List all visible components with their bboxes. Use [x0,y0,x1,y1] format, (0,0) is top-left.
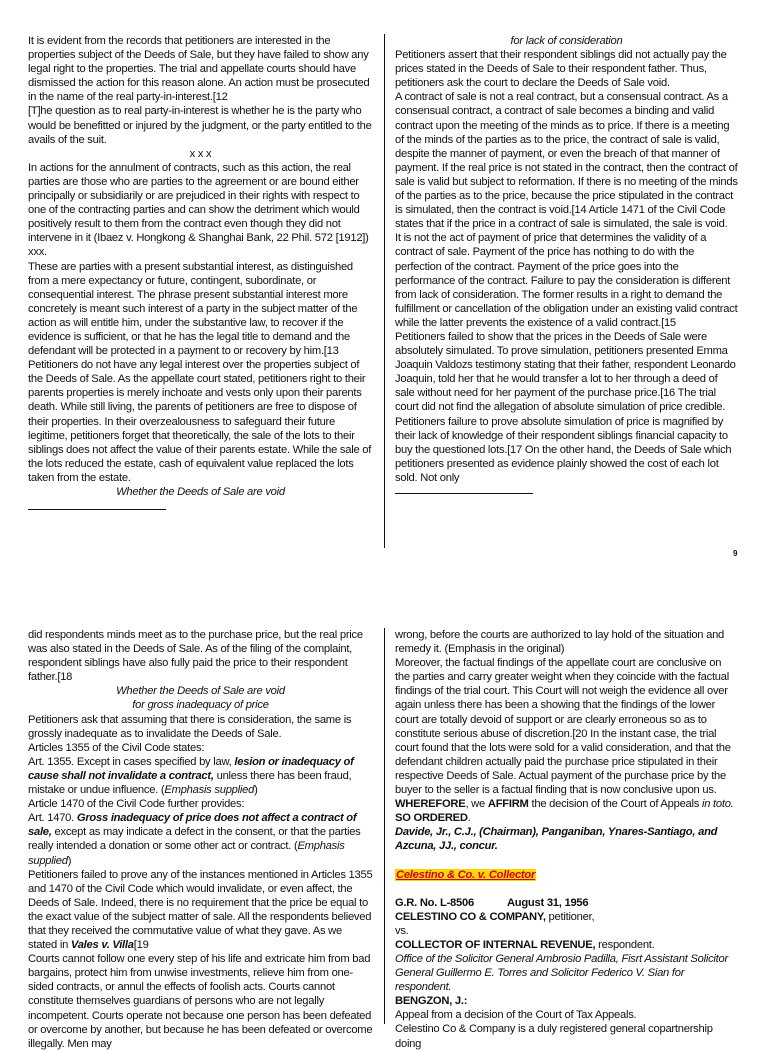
article-1470-quote [28,811,373,867]
page1-right-column [395,34,738,494]
counsel: Office of the Solicitor General Ambrosio Padilla, Fisrt Assistant Solicitor General Guillermo E. Torres and Solicitor Federico V. Sian for respondent. [395,952,728,994]
section-heading: Whether the Deeds of Sale are void [116,685,285,698]
text-run: unless there has been fraud, mistake or undue influence. ( [28,769,352,797]
section-heading: for gross inadequacy of price [132,699,269,712]
section-heading: for lack of consideration [510,35,623,47]
ellipsis-marker: x x x [189,147,212,160]
paragraph: These are parties with a present substantial interest, as distinguished from a mere expectancy or future, contingent, subordinate, or consequential interest. The phrase present substantial interest more concretely is meant such interest of a party in the subject matter of the action as will entitle him, under the substantive law, to recover if the evidence is sufficient, or that he has the legal title to demand and the defendant will be protected in a payment to or recovery by him.[13 [28,260,358,358]
text-run: ) [67,854,72,867]
gr-number: G.R. No. L-8506 [395,896,474,909]
paragraph: did respondents minds meet as to the purchase price, but the real price was also stated in the Deeds of Sale. As of the filing of the complaint, respondent siblings have also fully paid the price to their respondent father.[18 [28,629,363,684]
page2-right-column [395,628,738,1051]
versus: vs. [395,924,409,937]
paragraph: Celestino Co & Company is a duly registered general copartnership doing [395,1023,713,1050]
case-number-line [395,896,738,910]
text-run: AFFIRM [487,798,529,811]
emphasis-text: Gross inadequacy of price does not affect a contract of sale, [28,812,357,839]
section-heading: Whether the Deeds of Sale are void [116,486,285,498]
party-role: petitioner, [545,910,595,923]
paragraph: Appeal from a decision of the Court of Tax Appeals. [395,1009,637,1022]
footnote-rule [395,493,533,494]
italic-text: Emphasis supplied [164,784,255,797]
text-run: WHEREFORE [395,798,466,811]
party-role: respondent. [595,938,655,951]
concurrence: Davide, Jr., C.J., (Chairman), Panganiban, Ynares-Santiago, and Azcuna, JJ., concur. [395,826,718,853]
italic-text: Emphasis supplied [28,840,345,867]
paragraph: wrong, before the courts are authorized to lay hold of the situation and remedy it. (Emphasis in the original) [395,629,725,656]
text-run: in toto. [701,798,734,811]
page1-left-column [28,34,373,510]
case-citation: Vales v. Villa [70,939,134,952]
paragraph: Petitioners failed to show that the prices in the Deeds of Sale were absolutely simulated. To prove simulation, petitioners presented Emma Joaquin Valdozs testimony stating that their father, respondent Leonardo Joaquin, told her that he would transfer a lot to her through a deed of sale without need for her payment of the purchase price.[16 The trial court did not find the allegation of absolute simulation of price credible. Petitioners failure to prove absolute simulation of price is magnified by their lack of knowledge of their respondent siblings financial capacity to buy the questioned lots.[17 On the other hand, the Deeds of Sale which petitioners presented as evidence plainly showed the cost of each lot sold. Not only [395,330,736,484]
page2-left-column [28,628,373,1051]
paragraph: [T]he question as to real party-in-interest is whether he is the party who would be benefitted or injured by the judgment, or the party entitled to the avails of the suit. [28,105,372,146]
case-date: August 31, 1956 [506,896,589,909]
article-1355-quote [28,755,373,797]
text-run: Art. 1470. [28,812,77,825]
text-run: except as may indicate a defect in the consent, or that the parties really intended a donation or some other act or contract. ( [28,826,361,853]
party-name: CELESTINO CO & COMPANY, [395,910,546,923]
paragraph: Article 1470 of the Civil Code further provides: [28,798,245,811]
paragraph: A contract of sale is not a real contract, but a consensual contract. As a consensual contract, a contract of sale becomes a binding and valid contract upon the meeting of the minds as to price. If there is a meeting of the minds of the parties as to the price, the contract of sale is valid, despite the manner of payment, or even the breach of that manner of payment. If the real price is not stated in the contract, then the contract of sale is valid but subject to reformation. If there is no meeting of the minds of the parties as to the price, because the price stipulated in the contract is simulated, then the contract is void.[14 Article 1471 of the Civil Code states that if the price in a contract of sale is simulated, the sale is void. [395,91,738,231]
party-name: COLLECTOR OF INTERNAL REVENUE, [395,938,596,951]
respondent-line [395,938,738,952]
so-ordered [395,811,738,825]
paragraph: It is not the act of payment of price that determines the validity of a contract of sale. Payment of the price has nothing to do with the perfection of the contract. Payment of the price goes into the performance of the contract. Failure to pay the consideration is different from lack of consideration. The former results in a right to demand the fulfillment or cancellation of the obligation under an existing valid contract while the latter prevents the existence of a valid contract.[15 [395,232,738,329]
text-run: SO ORDERED [395,812,468,825]
paragraph: Petitioners ask that assuming that there is consideration, the same is grossly inadequate as to invalidate the Deeds of Sale. [28,713,352,740]
emphasis-text: lesion or inadequacy of cause shall not invalidate a contract, [28,755,354,782]
column-divider [384,628,385,1024]
column-divider [384,34,385,548]
paragraph: Moreover, the factual findings of the appellate court are conclusive on the parties and carry greater weight when they coincide with the factual findings of the trial court. This Court will not weigh the evidence all over again unless there has been a showing that the findings of the lower court are totally devoid of support or are clearly erroneous so as to constitute serious abuse of discretion.[20 In the instant case, the trial court found that the lots were sold for a valid consideration, and that the defendant children actually paid the purchase price stipulated in their respective Deeds of Sale. Actual payment of the purchase price by the buyer to the seller is a factual finding that is now conclusive upon us. [395,657,731,797]
case-title-link[interactable]: Celestino & Co. v. Collector [396,868,536,881]
ponente: BENGZON, J.: [395,995,468,1008]
text-run: Petitioners failed to prove any of the instances mentioned in Articles 1355 and 1470 of the Civil Code which would invalidate, or even affect, the Deeds of Sale. Indeed, there is no requirement that the price be equal to the exact value of the subject matter of sale. All the respondents believed that they received the commutative value of what they gave. As we stated in [28,868,373,952]
paragraph: Petitioners do not have any legal interest over the properties subject of the Deeds of Sale. As the appellate court stated, petitioners right to their parents properties is merely inchoate and vests only upon their parents death. While still living, the parents of petitioners are free to dispose of their properties. In their overzealousness to safeguard their future legitime, petitioners forget that theoretically, the sale of the lots to their siblings does not affect the value of their parents estate. While the sale of the lots reduced the estate, cash of equivalent value replaced the lots taken from the estate. [28,359,372,484]
paragraph: In actions for the annulment of contracts, such as this action, the real parties are those who are parties to the agreement or are bound either principally or subsidiarily or are prejudiced in their rights with respect to one of the contracting parties and can show the detriment which would positively result to them from the contract even though they did not intervene in it (Ibaez v. Hongkong & Shanghai Bank, 22 Phil. 572 [1912]) xxx. [28,161,369,259]
paragraph: Courts cannot follow one every step of his life and extricate him from bad bargains, protect him from unwise investments, relieve him from one-sided contracts, or annul the effects of foolish acts. Courts cannot constitute themselves guardians of persons who are not legally incompetent. Courts operate not because one person has been defeated or overcome by another, but because he has been defeated or overcome illegally. Men may [28,953,373,1050]
text-run: ) [254,784,258,797]
text-run: Art. 1355. Except in cases specified by law, [28,755,235,768]
paragraph: Articles 1355 of the Civil Code states: [28,741,205,754]
text-run: . [467,812,471,825]
text-run: [19 [133,939,149,952]
footnote-rule [28,509,166,510]
case-title-line [395,868,738,882]
dispositive-paragraph [395,797,738,811]
paragraph: Petitioners assert that their respondent siblings did not actually pay the prices stated in the Deeds of Sale to their respondent father. Thus, petitioners ask the court to declare the Deeds of Sale void. [395,49,727,90]
text-run: , we [465,798,488,811]
petitioner-line [395,910,738,924]
paragraph: It is evident from the records that petitioners are interested in the properties subject of the Deeds of Sale, but they have failed to show any legal right to the properties. The trial and appellate courts should have dismissed the action for this reason alone. An action must be prosecuted in the name of the real party-in-interest.[12 [28,35,370,104]
page-number: 9 [733,549,738,558]
paragraph [28,868,373,953]
text-run: the decision of the Court of Appeals [528,798,702,811]
